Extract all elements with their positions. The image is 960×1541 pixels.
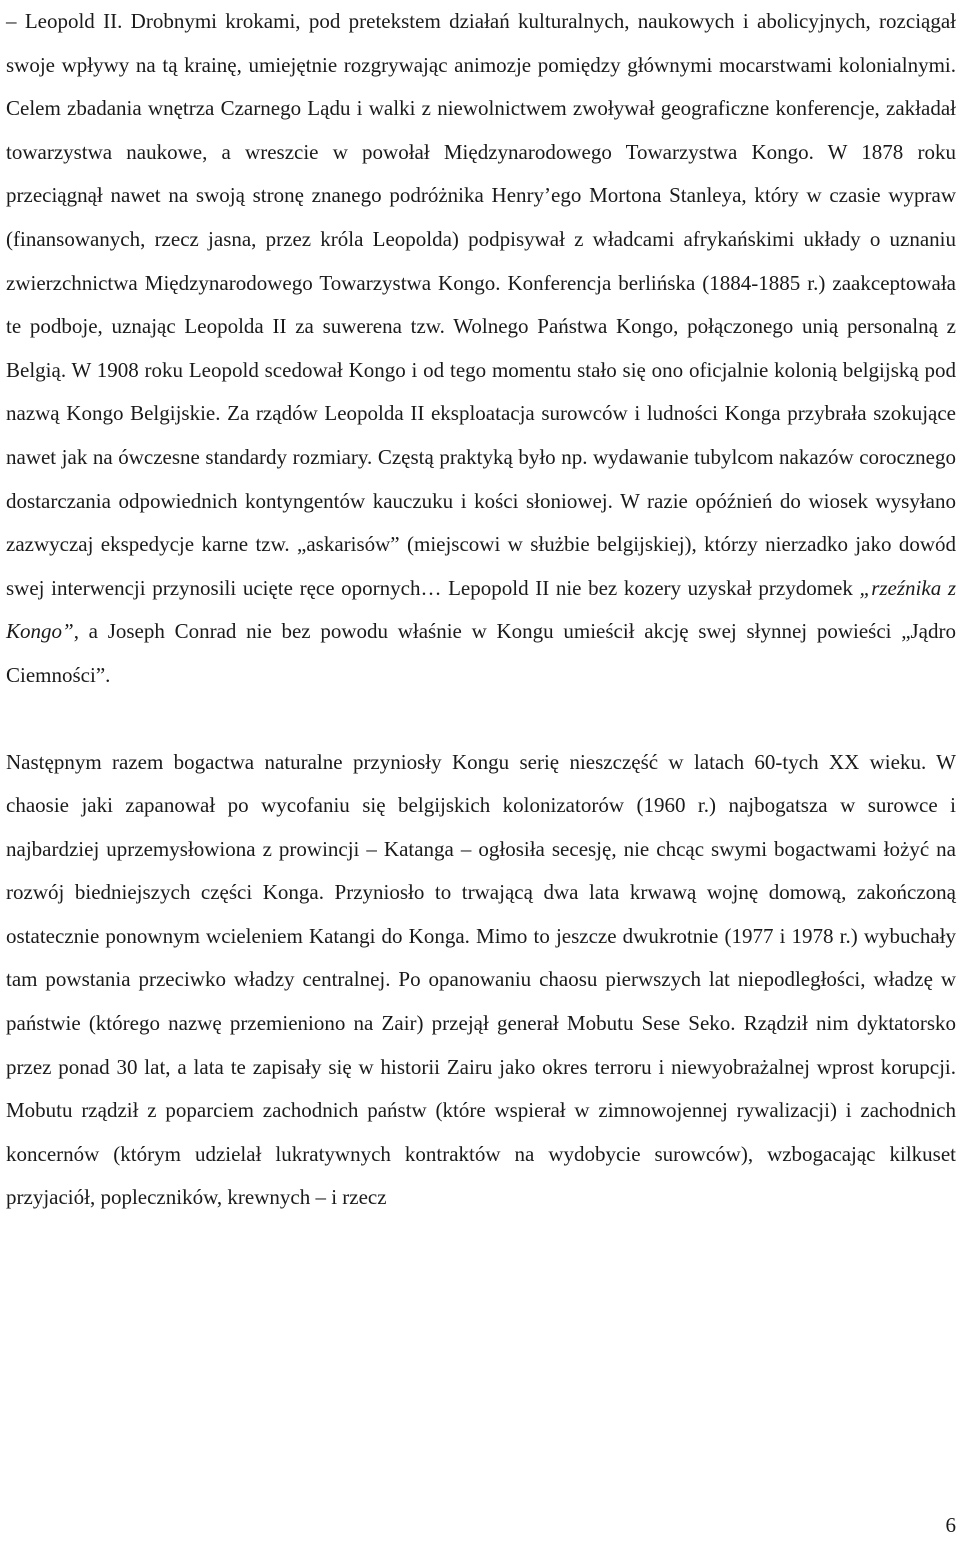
- text-span: – Leopold II. Drobnymi krokami, pod pretekstem działań kulturalnych, naukowych i abolicyjnych, rozciągał swoje wpływy na tą krainę, umiejętnie rozgrywając animozje pomiędzy głównymi mocarstwami kolonialnymi. Celem zbadania wnętrza Czarnego Lądu i walki z niewolnictwem zwoływał geograficzne konferencje, zakładał towarzystwa naukowe, a wreszcie w powołał Międzynarodowego Towarzystwa Kongo. W 1878 roku przeciągnął nawet na swoją stronę znanego podróżnika Henry’ego Mortona Stanleya, który w czasie wypraw (finansowanych, rzecz jasna, przez króla Leopolda) podpisywał z władcami afrykańskimi układy o uznaniu zwierzchnictwa Międzynarodowego Towarzystwa Kongo. Konferencja berlińska (1884-1885 r.) zaakceptowała te podboje, uznając Leopolda II za suwerena tzw. Wolnego Państwa Kongo, połączonego unią personalną z Belgią. W 1908 roku Leopold scedował Kongo i od tego momentu stało się ono oficjalnie kolonią belgijską pod nazwą Kongo Belgijskie. Za rządów Leopolda II eksploatacja surowców i ludności Konga przybrała szokujące nawet jak na ówczesne standardy rozmiary. Częstą praktyką było np. wydawanie tubylcom nakazów corocznego dostarczania odpowiednich kontyngentów kauczuku i kości słoniowej. W razie opóźnień do wiosek wysyłano zazwyczaj ekspedycje karne tzw. „askarisów” (miejscowi w służbie belgijskiej), którzy nierzadko jako dowód swej interwencji przynosili ucięte ręce opornych… Lepopold II nie bez kozery uzyskał przydomek: [6, 9, 956, 600]
- text-span: Następnym razem bogactwa naturalne przyniosły Kongu serię nieszczęść w latach 60-tych XX wieku. W chaosie jaki zapanował po wycofaniu się belgijskich kolonizatorów (1960 r.) najbogatsza w surowce i najbardziej uprzemysłowiona z prowincji – Katanga – ogłosiła secesję, nie chcąc swymi bogactwami łożyć na rozwój biedniejszych części Konga. Przyniosło to trwającą dwa lata krwawą wojnę domową, zakończoną ostatecznie ponownym wcieleniem Katangi do Konga. Mimo to jeszcze dwukrotnie (1977 i 1978 r.) wybuchały tam powstania przeciwko władzy centralnej. Po opanowaniu chaosu pierwszych lat niepodległości, władzę w państwie (którego nazwę przemieniono na Zair) przejął generał Mobutu Sese Seko. Rządził nim dyktatorsko przez ponad 30 lat, a lata te zapisały się w historii Zairu jako okres terroru i niewyobrażalnej wprost korupcji. Mobutu rządził z poparciem zachodnich państw (które wspierał w zimnowojennej rywalizacji) i zachodnich koncernów (którym udzielał lukratywnych kontraktów na wydobycie surowców), wzbogacając kilkuset przyjaciół, popleczników, krewnych – i rzecz: [6, 749, 956, 1210]
- italic-nickname: „rzeźnika z Kongo”: [6, 575, 956, 644]
- paragraph-leopold: [6, 0, 956, 698]
- paragraph-katanga-mobutu: [6, 741, 956, 1221]
- text-span: , a Joseph Conrad nie bez powodu właśnie w Kongu umieścił akcję swej słynnej powieści „Jądro Ciemności”.: [6, 619, 956, 687]
- document-body: [6, 0, 956, 1220]
- page-number: 6: [945, 1513, 956, 1537]
